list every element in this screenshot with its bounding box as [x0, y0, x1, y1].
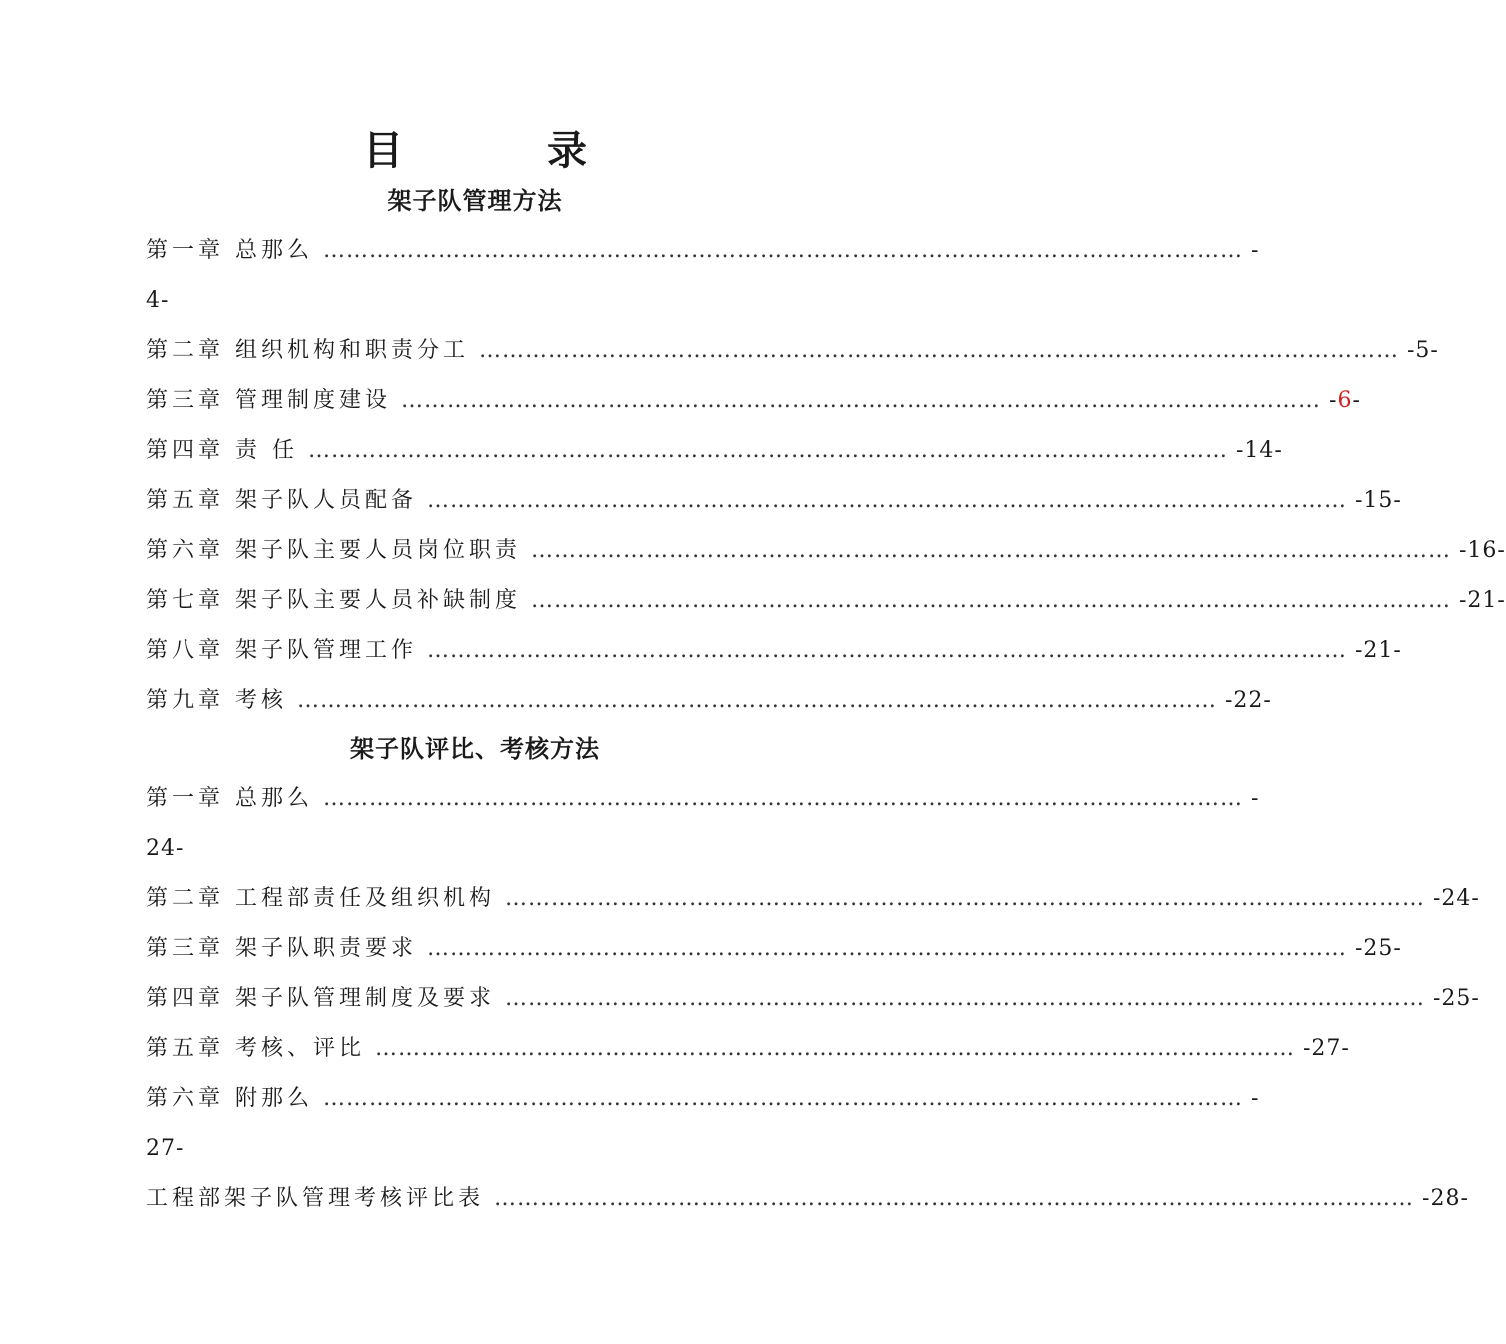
toc-entry-label: 第八章 架子队管理工作	[146, 638, 417, 663]
page-prefix: -	[1329, 388, 1338, 413]
toc-entry-label: 第四章 架子队管理制度及要求	[146, 986, 495, 1011]
toc-entry-page: -	[1251, 238, 1260, 263]
toc-entry[interactable]	[146, 336, 1439, 366]
toc-entry-page: -5-	[1407, 338, 1439, 363]
toc-entry[interactable]	[146, 586, 1506, 616]
dot-leader: …………………………………………………………………………………………………………	[505, 886, 1425, 911]
toc-entry-label: 第一章 总那么	[146, 786, 313, 811]
toc-entry[interactable]	[146, 486, 1402, 516]
dot-leader: …………………………………………………………………………………………………………	[427, 488, 1347, 513]
toc-entry-label: 第三章 架子队职责要求	[146, 936, 417, 961]
toc-entry-label: 第七章 架子队主要人员补缺制度	[146, 588, 521, 613]
page-title: 目 录	[363, 127, 639, 174]
toc-entry-page: -28-	[1422, 1186, 1469, 1211]
dot-leader: …………………………………………………………………………………………………………	[323, 786, 1243, 811]
page-number-highlight: 6	[1337, 388, 1353, 413]
dot-leader: …………………………………………………………………………………………………………	[323, 1086, 1243, 1111]
dot-leader: …………………………………………………………………………………………………………	[531, 588, 1451, 613]
toc-entry-label: 第五章 架子队人员配备	[146, 488, 417, 513]
toc-entry-label: 工程部架子队管理考核评比表	[146, 1186, 485, 1211]
toc-entry-page: -21-	[1459, 588, 1506, 613]
toc-entry-page	[1329, 386, 1361, 416]
toc-entry-page: -	[1251, 786, 1260, 811]
toc-entry[interactable]	[146, 536, 1506, 566]
toc-entry-label: 第九章 考核	[146, 688, 287, 713]
toc-entry[interactable]	[146, 386, 1361, 416]
toc-entry[interactable]	[146, 1084, 1260, 1114]
dot-leader: …………………………………………………………………………………………………………	[505, 986, 1425, 1011]
toc-entry-label: 第六章 附那么	[146, 1086, 313, 1111]
toc-entry[interactable]	[146, 884, 1480, 914]
toc-entry[interactable]	[146, 934, 1402, 964]
toc-entry[interactable]	[146, 784, 1260, 814]
toc-entry-page-wrap: 27-	[146, 1136, 185, 1161]
toc-entry-page: -24-	[1433, 886, 1480, 911]
toc-entry-page-wrap: 24-	[146, 836, 185, 861]
toc-entry-label: 第三章 管理制度建设	[146, 388, 391, 413]
toc-entry-page: -21-	[1355, 638, 1402, 663]
toc-entry[interactable]	[146, 636, 1402, 666]
toc-entry-label: 第五章 考核、评比	[146, 1036, 365, 1061]
section-heading-evaluation: 架子队评比、考核方法	[350, 734, 600, 763]
dot-leader: …………………………………………………………………………………………………………	[427, 638, 1347, 663]
dot-leader: …………………………………………………………………………………………………………	[479, 338, 1399, 363]
page-suffix: -	[1352, 388, 1361, 413]
toc-entry-label: 第四章 责 任	[146, 438, 298, 463]
dot-leader: …………………………………………………………………………………………………………	[323, 238, 1243, 263]
toc-entry-page: -15-	[1355, 488, 1402, 513]
dot-leader: …………………………………………………………………………………………………………	[297, 688, 1217, 713]
toc-entry-page: -22-	[1225, 688, 1272, 713]
toc-entry-label: 第二章 组织机构和职责分工	[146, 338, 469, 363]
dot-leader: …………………………………………………………………………………………………………	[494, 1186, 1415, 1211]
toc-entry-page-wrap: 4-	[146, 288, 170, 313]
toc-entry[interactable]	[146, 236, 1260, 266]
dot-leader: …………………………………………………………………………………………………………	[375, 1036, 1295, 1061]
toc-entry[interactable]	[146, 436, 1283, 466]
dot-leader: …………………………………………………………………………………………………………	[308, 438, 1228, 463]
toc-entry-label: 第二章 工程部责任及组织机构	[146, 886, 495, 911]
toc-entry[interactable]	[146, 1184, 1469, 1214]
toc-entry-page: -14-	[1236, 438, 1283, 463]
dot-leader: …………………………………………………………………………………………………………	[427, 936, 1347, 961]
toc-entry-label: 第一章 总那么	[146, 238, 313, 263]
dot-leader: …………………………………………………………………………………………………………	[401, 388, 1321, 413]
toc-entry-page: -	[1251, 1086, 1260, 1111]
toc-entry[interactable]	[146, 1034, 1350, 1064]
toc-entry-page: -16-	[1459, 538, 1506, 563]
dot-leader: …………………………………………………………………………………………………………	[531, 538, 1451, 563]
toc-entry-page: -25-	[1433, 986, 1480, 1011]
toc-entry[interactable]	[146, 984, 1480, 1014]
toc-entry-page: -25-	[1355, 936, 1402, 961]
toc-entry-label: 第六章 架子队主要人员岗位职责	[146, 538, 521, 563]
section-heading-management: 架子队管理方法	[387, 186, 563, 215]
toc-entry-page: -27-	[1303, 1036, 1350, 1061]
toc-entry[interactable]	[146, 686, 1272, 716]
